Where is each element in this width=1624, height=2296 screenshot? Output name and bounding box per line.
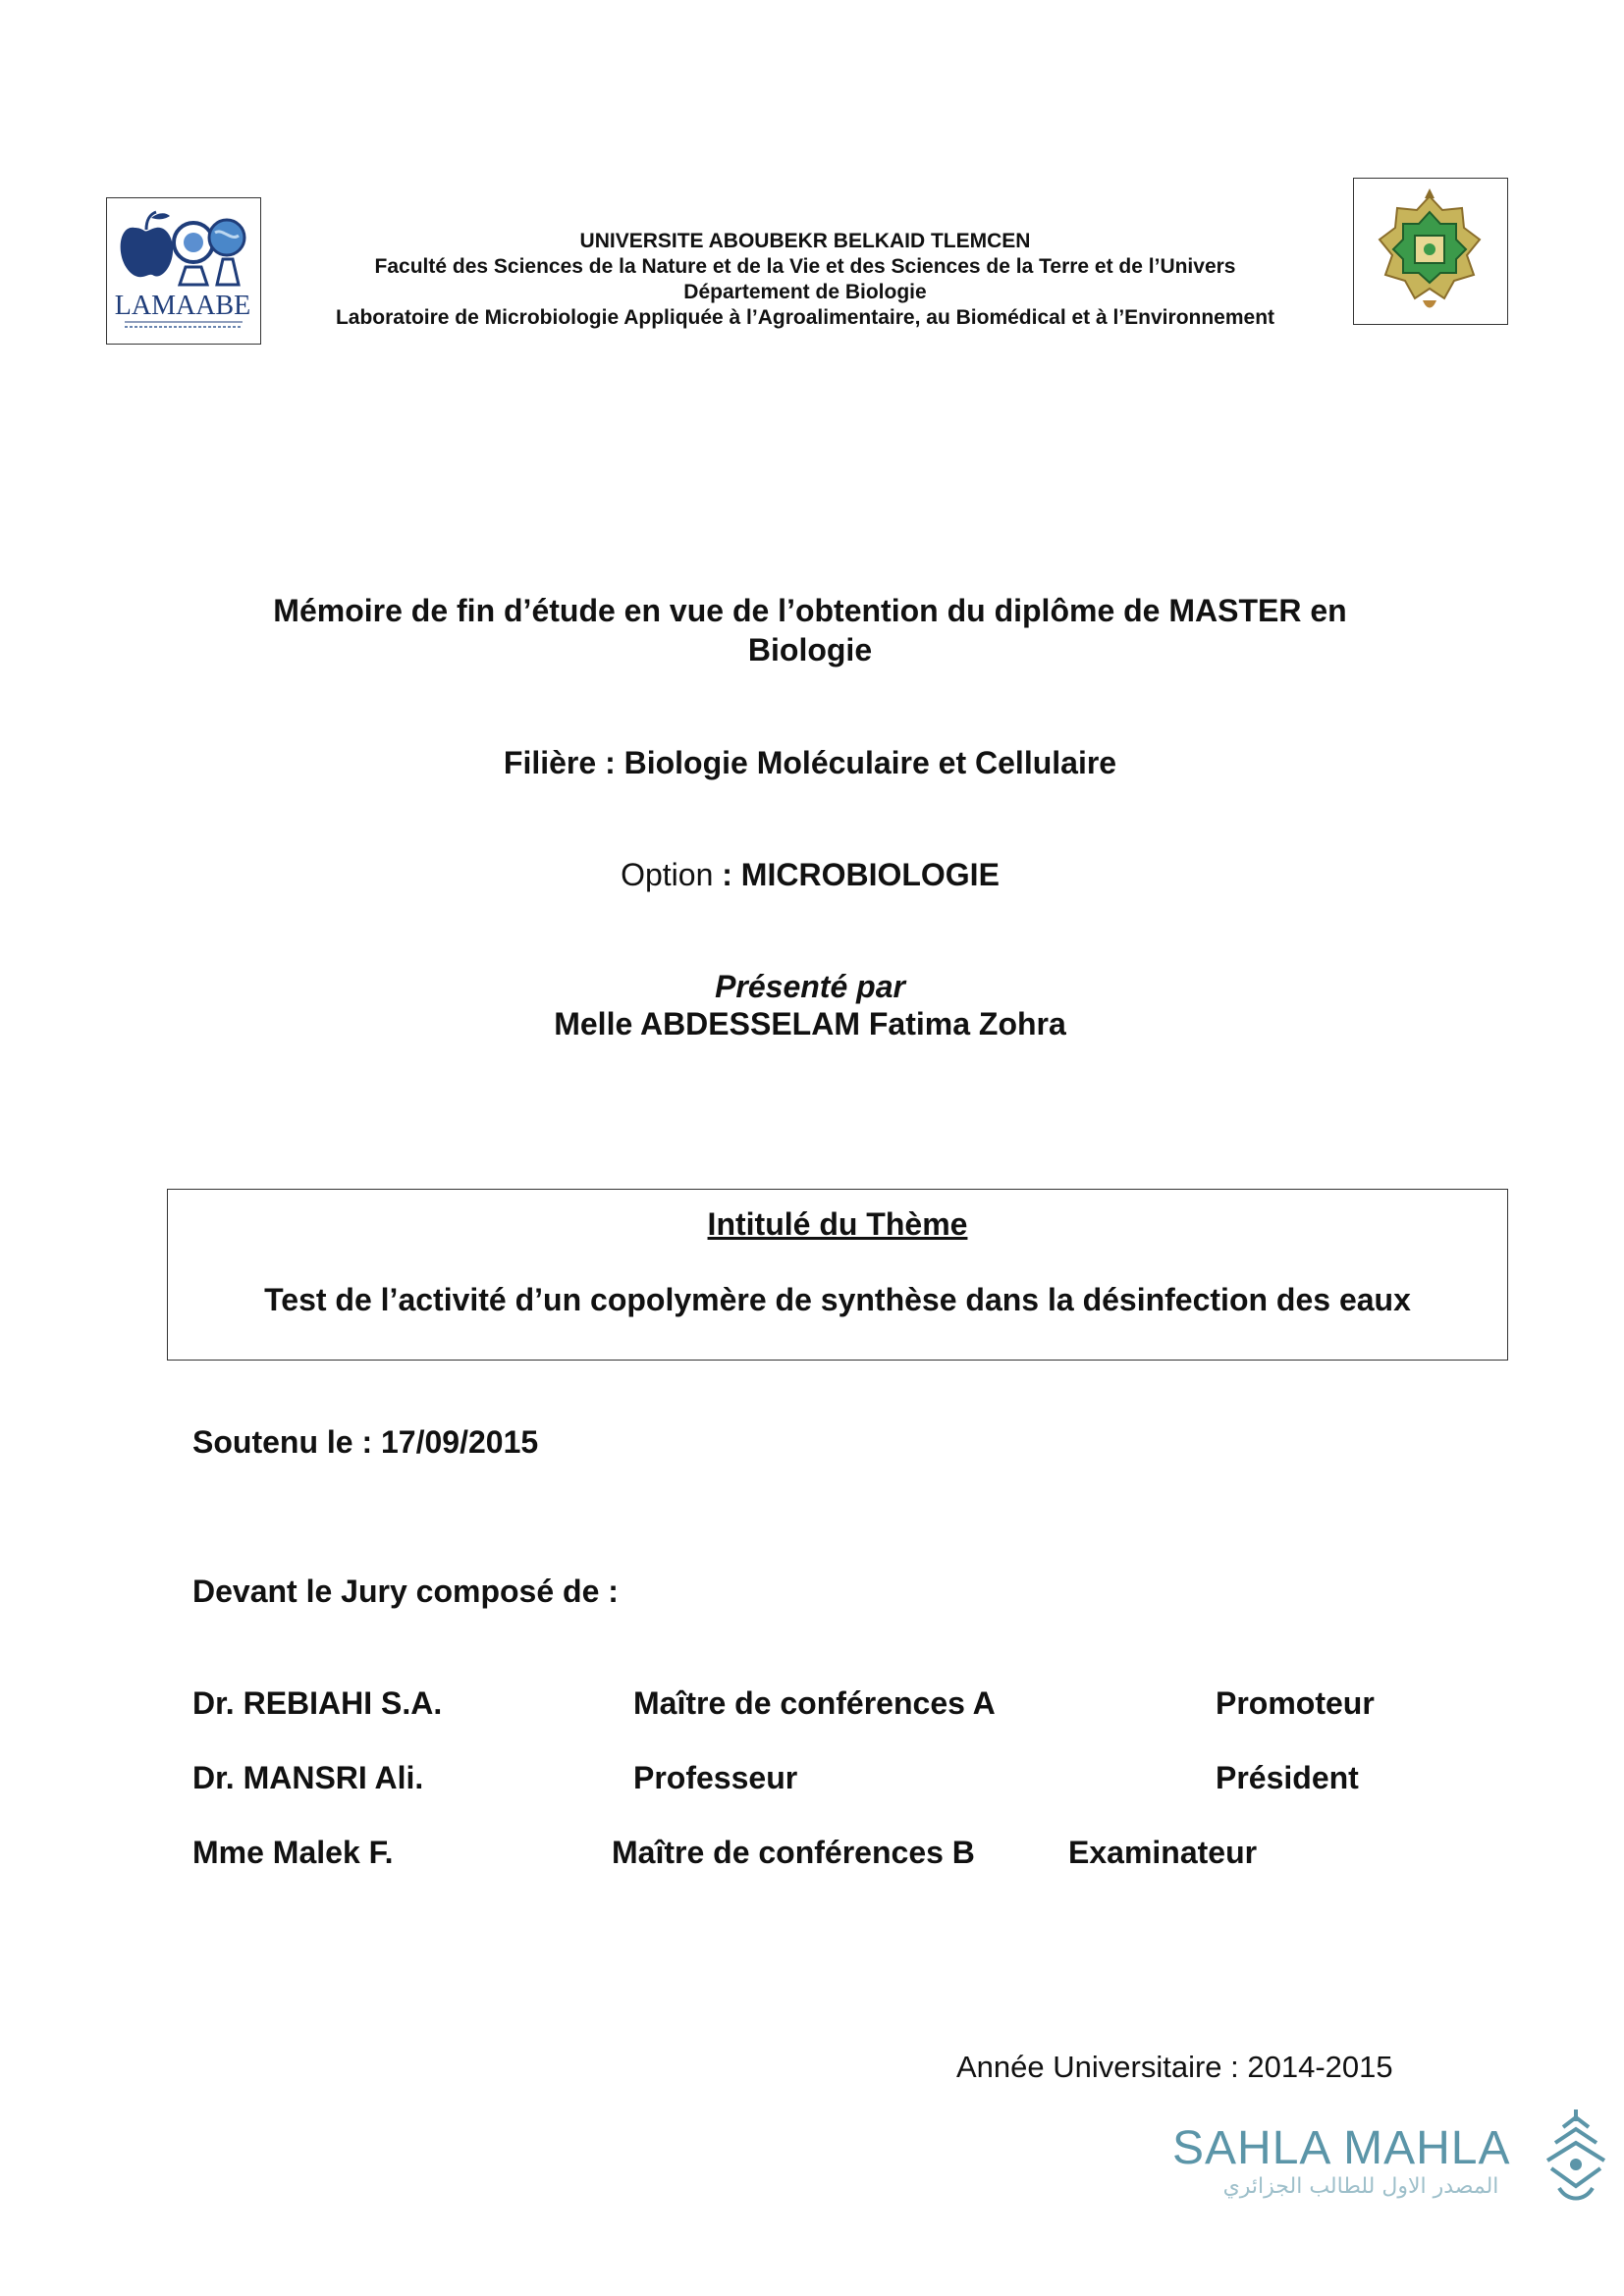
left-logo-text: LAMAABE (114, 291, 251, 321)
jury-2-name: Dr. MANSRI Ali. (192, 1760, 424, 1795)
jury-3-rank: Maître de conférences B (612, 1835, 975, 1870)
jury-3-name: Mme Malek F. (192, 1835, 394, 1870)
laboratory-name: Laboratoire de Microbiologie Appliquée à l’Agroalimentaire, au Biomédical et à l’Environnement (335, 306, 1275, 329)
jury-1-name: Dr. REBIAHI S.A. (192, 1685, 443, 1721)
institution-header (265, 229, 1345, 331)
lamaabe-emblem-icon (107, 198, 259, 343)
lamaabe-logo (106, 197, 261, 345)
filiere: Filière : Biologie Moléculaire et Cellulaire (503, 745, 1117, 780)
presented-by-block (196, 968, 1424, 1042)
jury-2-role: Président (1216, 1760, 1359, 1795)
jury-3-role: Examinateur (1068, 1835, 1258, 1870)
department-name: Département de Biologie (683, 281, 927, 303)
university-name: UNIVERSITE ABOUBEKR BELKAID TLEMCEN (579, 230, 1031, 252)
jury-1-role: Promoteur (1216, 1685, 1375, 1721)
university-seal (1353, 178, 1508, 325)
memoire-line-1: Mémoire de fin d’étude en vue de l’obtention du diplôme de MASTER en (273, 593, 1347, 628)
academic-year: Année Universitaire : 2014-2015 (956, 2050, 1393, 2084)
university-seal-icon (1354, 179, 1506, 323)
theme-title: Test de l’activité d’un copolymère de synthèse dans la désinfection des eaux (264, 1282, 1411, 1317)
theme-heading: Intitulé du Thème (707, 1206, 968, 1242)
presented-by-label: Présenté par (715, 969, 905, 1004)
memoire-title (196, 591, 1424, 669)
author-name: Melle ABDESSELAM Fatima Zohra (554, 1006, 1066, 1041)
watermark-emblem-icon (1542, 2104, 1610, 2212)
faculty-name: Faculté des Sciences de la Nature et de la Vie et des Sciences de la Terre et de l’Univers (374, 255, 1236, 278)
defense-date: Soutenu le : 17/09/2015 (192, 1424, 539, 1460)
jury-label: Devant le Jury composé de : (192, 1574, 619, 1609)
option-value: : MICROBIOLOGIE (722, 857, 1000, 892)
theme-box (167, 1189, 1508, 1361)
jury-2-rank: Professeur (633, 1760, 798, 1795)
option (196, 855, 1424, 894)
option-label: Option (621, 857, 723, 892)
watermark-tagline: المصدر الاول للطالب الجزائري (1222, 2174, 1499, 2199)
memoire-line-2: Biologie (747, 632, 873, 667)
jury-1-rank: Maître de conférences A (633, 1685, 996, 1721)
watermark-brand: SAHLA MAHLA (1172, 2122, 1511, 2174)
